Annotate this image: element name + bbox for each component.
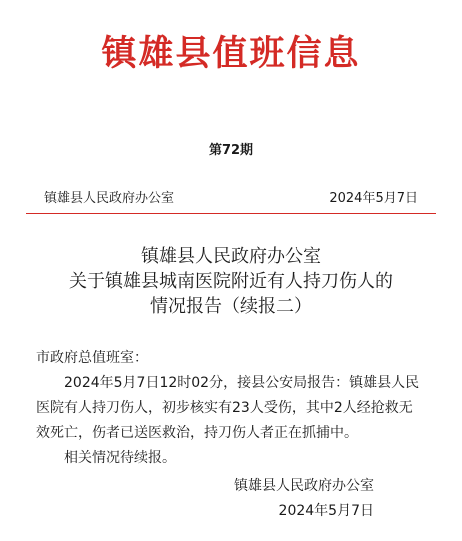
paragraph-2: 相关情况待续报。 (64, 450, 176, 466)
paragraph-1-line-1: 2024年5月7日12时02分，接县公安局报告：镇雄县人民 (64, 375, 420, 391)
signature-date: 2024年5月7日 (278, 503, 374, 519)
masthead-title: 镇雄县值班信息 (101, 34, 361, 74)
header-divider (26, 213, 436, 214)
salutation: 市政府总值班室： (36, 350, 148, 366)
meta-issuer: 镇雄县人民政府办公室 (44, 191, 175, 206)
issue-number: 第72期 (208, 143, 254, 158)
title-line-1: 镇雄县人民政府办公室 (141, 246, 321, 267)
report-body (36, 346, 432, 471)
paragraph-1-line-3: 效死亡，伤者已送医救治，持刀伤人者正在抓捕中。 (36, 425, 358, 441)
signature-block (234, 474, 374, 524)
report-title (0, 244, 462, 319)
signature-issuer: 镇雄县人民政府办公室 (234, 478, 374, 494)
title-line-3: 情况报告（续报二） (150, 296, 312, 317)
paragraph-1-line-2: 医院有人持刀伤人，初步核实有23人受伤，其中2人经抢救无 (36, 400, 413, 416)
meta-date: 2024年5月7日 (329, 191, 418, 206)
title-line-2: 关于镇雄县城南医院附近有人持刀伤人的 (69, 271, 393, 292)
